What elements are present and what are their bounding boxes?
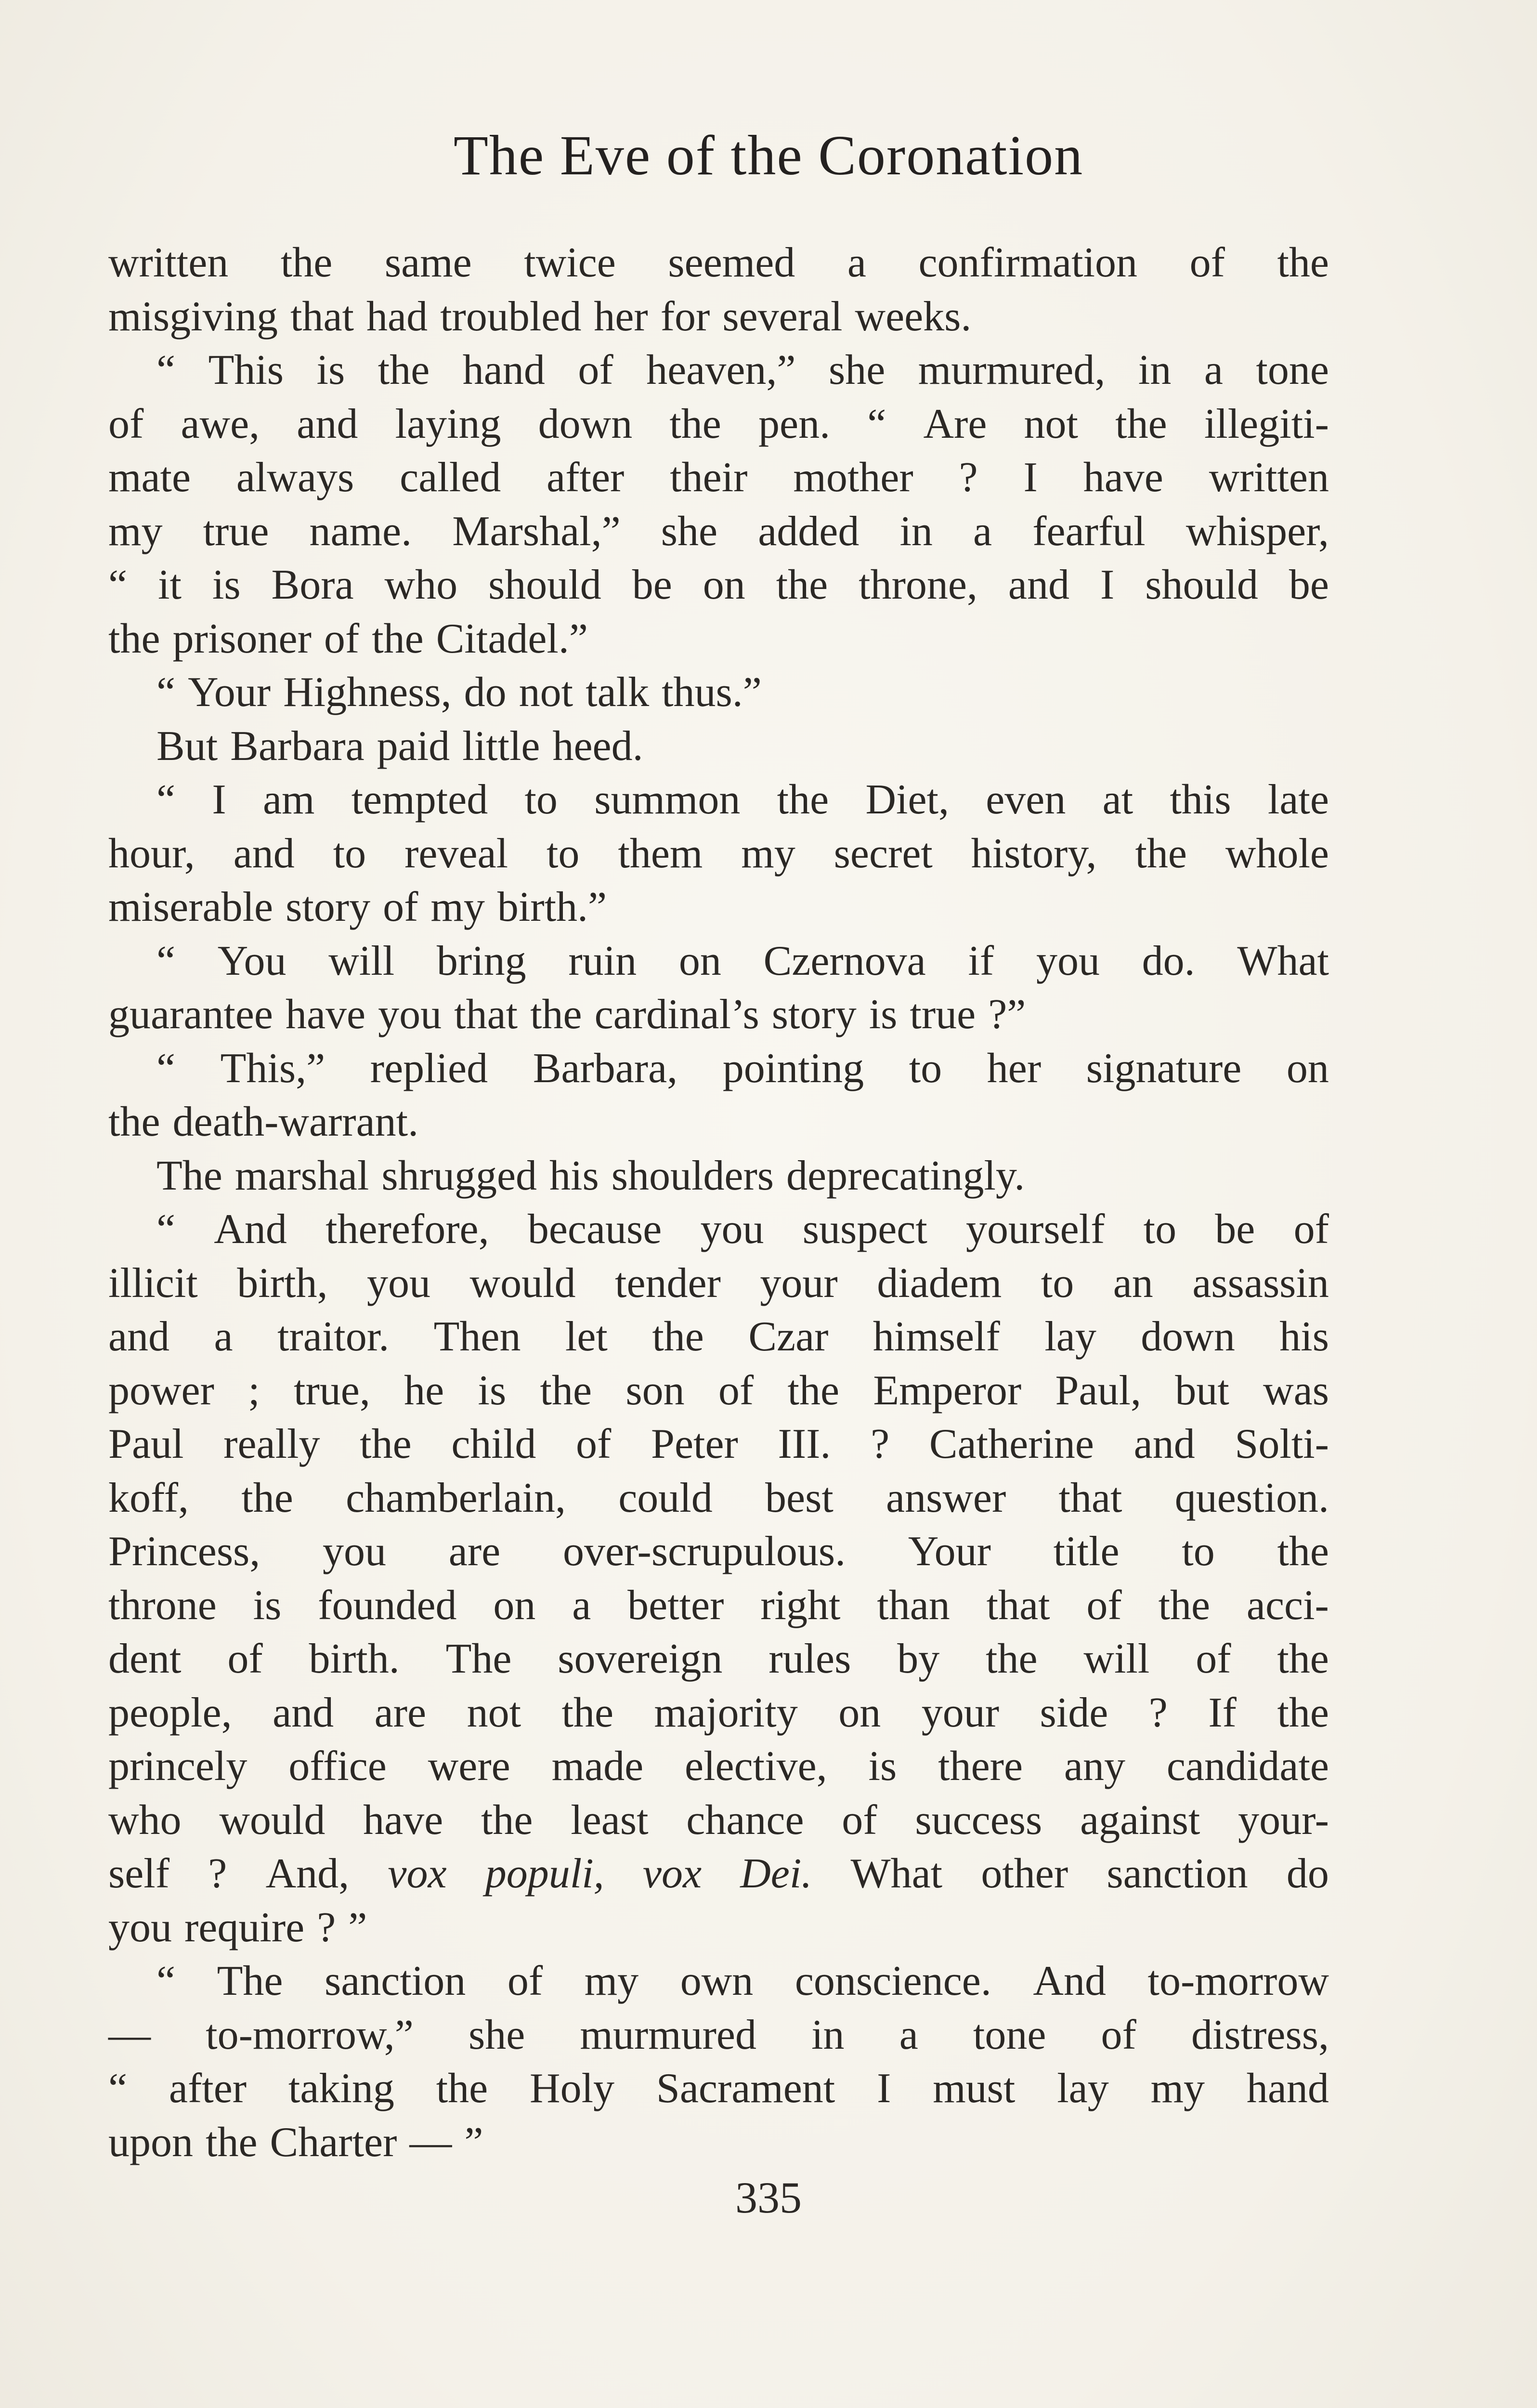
text-line: koff, the chamberlain, could best answer that question.	[108, 1474, 1329, 1521]
text-line: misgiving that had troubled her for several weeks.	[108, 293, 972, 340]
text-line: Princess, you are over-scrupulous. Your title to the	[108, 1528, 1329, 1575]
text-line: “ You will bring ruin on Czernova if you do. What	[156, 937, 1329, 984]
text-line: mate always called after their mother ? I have written	[108, 454, 1329, 501]
text-line: “ This,” replied Barbara, pointing to her signature on	[156, 1045, 1329, 1092]
text-line: — to-morrow,” she murmured in a tone of distress,	[108, 2011, 1329, 2058]
text-line: “ after taking the Holy Sacrament I must lay my hand	[108, 2065, 1329, 2112]
text-line: hour, and to reveal to them my secret history, the whole	[108, 830, 1329, 877]
text-line: the prisoner of the Citadel.”	[108, 615, 588, 662]
text-line: “ This is the hand of heaven,” she murmured, in a tone	[156, 347, 1329, 393]
text-line: dent of birth. The sovereign rules by the will of the	[108, 1636, 1329, 1682]
body-text	[108, 236, 1329, 2169]
text-line: upon the Charter — ”	[108, 2119, 483, 2166]
page-number: 335	[735, 2173, 802, 2222]
text-line: “ And therefore, because you suspect yourself to be of	[156, 1206, 1329, 1253]
text-line: Paul really the child of Peter III. ? Catherine and Solti-	[108, 1421, 1329, 1467]
text-line: my true name. Marshal,” she added in a fearful whisper,	[108, 508, 1329, 555]
text-line: princely office were made elective, is there any candidate	[108, 1743, 1329, 1790]
text-line: guarantee have you that the cardinal’s story is true ?”	[108, 991, 1026, 1038]
text-line: miserable story of my birth.”	[108, 884, 607, 930]
text-line: of awe, and laying down the pen. “ Are not the illegiti-	[108, 400, 1329, 447]
text-line: people, and are not the majority on your side ? If the	[108, 1689, 1329, 1736]
text-line: throne is founded on a better right than that of the acci-	[108, 1582, 1329, 1629]
text-line: you require ? ”	[108, 1904, 367, 1951]
text-line: and a traitor. Then let the Czar himself lay down his	[108, 1313, 1329, 1360]
running-head: The Eve of the Coronation	[453, 124, 1084, 187]
text-line: “ it is Bora who should be on the throne, and I should be	[108, 562, 1329, 608]
text-line: written the same twice seemed a confirmation of the	[108, 239, 1329, 286]
text-line: “ Your Highness, do not talk thus.”	[156, 669, 762, 716]
text-line: The marshal shrugged his shoulders deprecatingly.	[156, 1152, 1025, 1199]
text-line: self ? And, vox populi, vox Dei. What other sanction do	[108, 1850, 1329, 1897]
text-line: the death-warrant.	[108, 1099, 419, 1145]
text-line: “ I am tempted to summon the Diet, even at this late	[156, 776, 1329, 823]
text-line: illicit birth, you would tender your diadem to an assassin	[108, 1259, 1329, 1307]
text-line: power ; true, he is the son of the Emperor Paul, but was	[108, 1367, 1329, 1414]
text-line: who would have the least chance of success against your-	[108, 1796, 1329, 1844]
text-line: But Barbara paid little heed.	[156, 722, 643, 770]
text-line: “ The sanction of my own conscience. And to-morrow	[156, 1958, 1329, 2004]
